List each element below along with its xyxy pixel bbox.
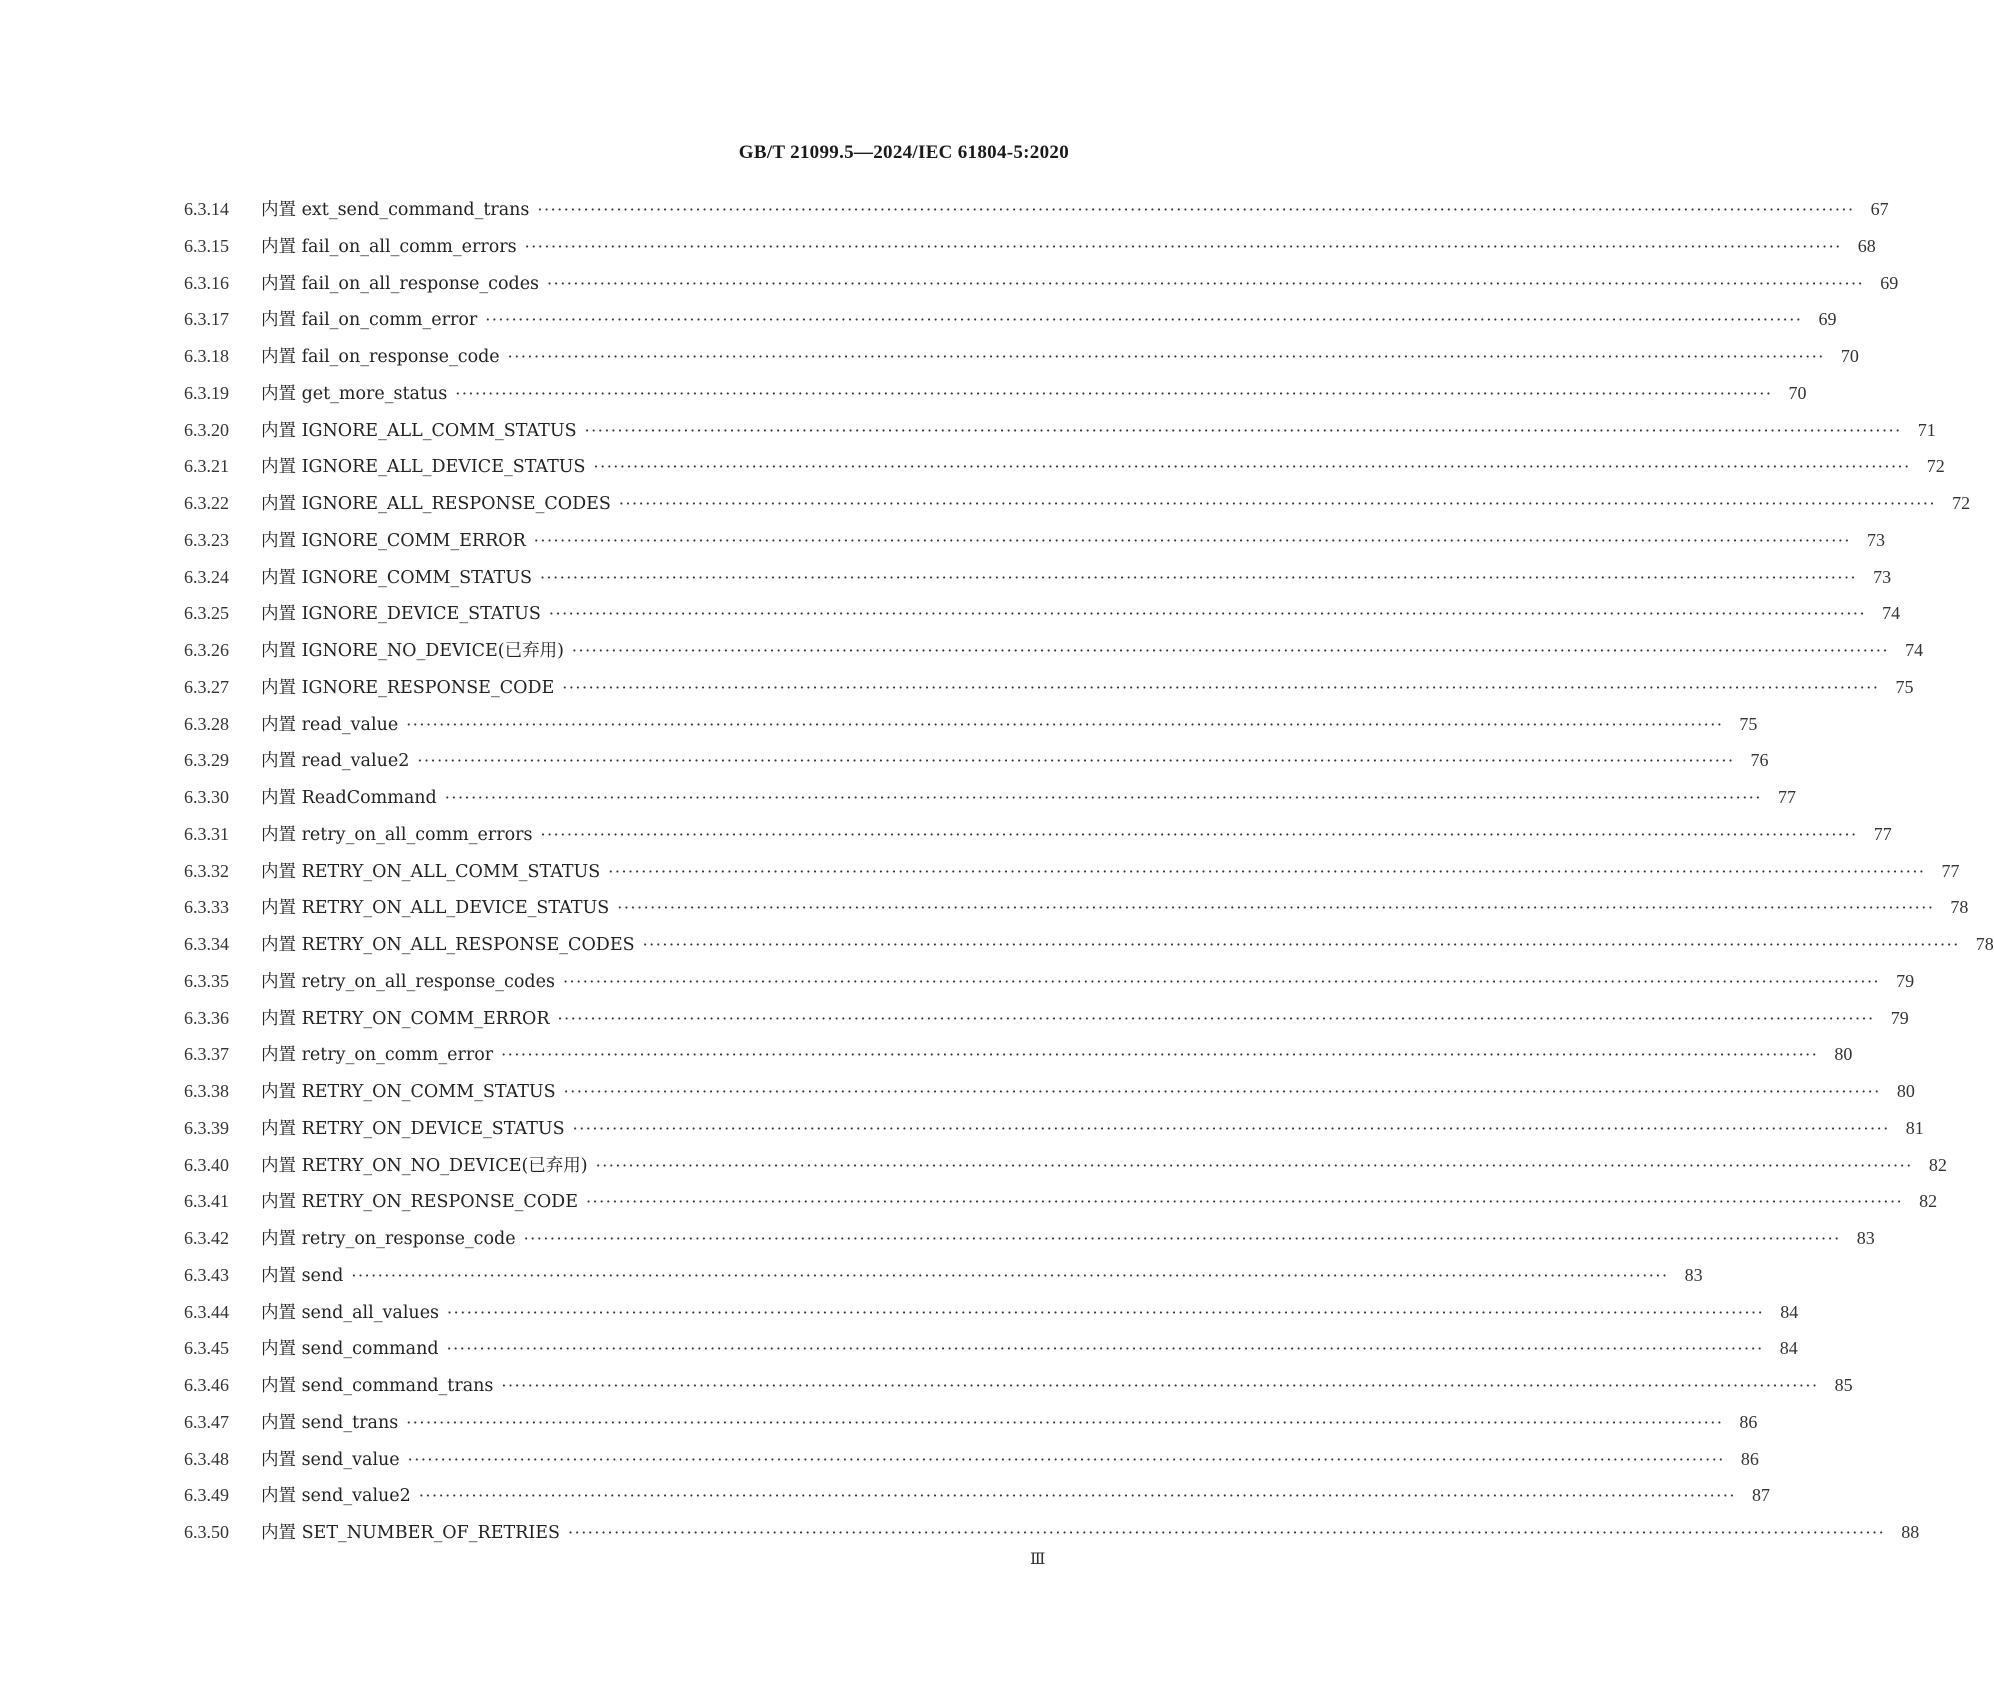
- toc-entry-title: 内置 IGNORE_COMM_STATUS: [261, 567, 532, 588]
- toc-leader-dots: ········································································································································································································: [557, 1008, 1875, 1028]
- toc-entry[interactable]: [184, 559, 1892, 596]
- toc-entry-number: 6.3.42: [184, 1228, 229, 1248]
- toc-entry-number: 6.3.23: [184, 529, 229, 550]
- toc-entry[interactable]: [184, 1330, 1798, 1367]
- toc-entry-number: 6.3.14: [184, 199, 229, 219]
- table-of-contents: [184, 191, 1994, 1551]
- toc-leader-dots: ········································································································································································································: [501, 1045, 1819, 1065]
- toc-entry-number: 6.3.47: [184, 1411, 229, 1432]
- toc-entry-title: 内置 read_value: [261, 714, 399, 735]
- toc-entry-number: 6.3.32: [184, 860, 229, 881]
- toc-leader-dots: ········································································································································································································: [455, 383, 1773, 403]
- toc-leader-dots: ········································································································································································································: [501, 1376, 1819, 1395]
- toc-entry-page: 80: [1834, 1044, 1853, 1065]
- toc-entry-title: 内置 IGNORE_ALL_COMM_STATUS: [261, 420, 577, 441]
- toc-leader-dots: ········································································································································································································: [406, 714, 1724, 734]
- toc-entry-number: 6.3.41: [184, 1191, 229, 1212]
- toc-leader-dots: ········································································································································································································: [584, 420, 1902, 440]
- toc-entry-title: 内置 IGNORE_ALL_DEVICE_STATUS: [261, 457, 586, 478]
- toc-leader-dots: ········································································································································································································: [485, 310, 1803, 330]
- toc-entry-number: 6.3.34: [184, 934, 229, 954]
- toc-entry-number: 6.3.50: [184, 1522, 229, 1542]
- toc-entry[interactable]: [184, 338, 1859, 375]
- toc-entry-page: 76: [1750, 750, 1769, 771]
- toc-entry-page: 84: [1780, 1301, 1799, 1322]
- toc-entry-number: 6.3.39: [184, 1117, 229, 1138]
- toc-leader-dots: ········································································································································································································: [417, 751, 1735, 771]
- toc-entry-number: 6.3.19: [184, 382, 229, 403]
- toc-leader-dots: ········································································································································································································: [406, 1412, 1724, 1432]
- toc-entry-page: 86: [1739, 1411, 1758, 1432]
- toc-leader-dots: ········································································································································································································: [617, 898, 1935, 918]
- toc-leader-dots: ········································································································································································································: [562, 971, 1881, 991]
- toc-entry[interactable]: [184, 448, 1945, 485]
- toc-entry-number: 6.3.26: [184, 640, 229, 660]
- toc-entry-page: 73: [1866, 529, 1885, 550]
- standard-number: GB/T 21099.5—2024/IEC 61804-5:2020: [738, 142, 1069, 163]
- toc-entry[interactable]: [184, 816, 1892, 853]
- toc-entry-title: 内置 RETRY_ON_COMM_ERROR: [261, 1008, 550, 1029]
- toc-entry[interactable]: [184, 853, 1960, 890]
- toc-entry-page: 81: [1905, 1117, 1924, 1138]
- toc-entry-page: 78: [1975, 934, 1994, 954]
- toc-entry-number: 6.3.18: [184, 346, 229, 366]
- toc-entry[interactable]: [184, 191, 1889, 228]
- toc-entry-page: 88: [1901, 1522, 1920, 1542]
- toc-entry-page: 79: [1890, 1007, 1909, 1028]
- toc-entry-page: 77: [1873, 823, 1892, 844]
- toc-entry[interactable]: [184, 265, 1899, 302]
- toc-leader-dots: ········································································································································································································: [447, 1302, 1765, 1322]
- toc-entry-page: 75: [1739, 713, 1758, 734]
- toc-entry-number: 6.3.38: [184, 1081, 229, 1101]
- toc-leader-dots: ········································································································································································································: [618, 494, 1937, 513]
- toc-entry[interactable]: [184, 742, 1769, 779]
- toc-entry-title: 内置 retry_on_response_code: [261, 1229, 516, 1249]
- toc-entry[interactable]: [184, 1514, 1920, 1551]
- toc-leader-dots: ········································································································································································································: [351, 1265, 1669, 1285]
- toc-entry-title: 内置 send_command: [261, 1339, 439, 1360]
- toc-leader-dots: ········································································································································································································: [524, 236, 1842, 256]
- toc-leader-dots: ········································································································································································································: [507, 347, 1825, 366]
- toc-entry-title: 内置 send_value2: [261, 1486, 411, 1507]
- toc-entry-title: 内置 ext_send_command_trans: [261, 200, 530, 220]
- toc-entry[interactable]: [184, 706, 1758, 743]
- toc-entry-page: 74: [1882, 603, 1901, 624]
- toc-entry-number: 6.3.44: [184, 1301, 229, 1322]
- toc-leader-dots: ········································································································································································································: [572, 1118, 1890, 1138]
- toc-entry-page: 84: [1779, 1338, 1798, 1359]
- toc-entry-number: 6.3.49: [184, 1485, 229, 1506]
- toc-entry-number: 6.3.15: [184, 235, 229, 256]
- toc-leader-dots: ········································································································································································································: [444, 788, 1762, 807]
- toc-entry-title: 内置 fail_on_all_comm_errors: [261, 236, 517, 257]
- toc-entry[interactable]: [184, 375, 1807, 412]
- toc-entry-title: 内置 RETRY_ON_ALL_DEVICE_STATUS: [261, 898, 610, 919]
- toc-entry-title: 内置 fail_on_response_code: [261, 347, 500, 367]
- toc-entry[interactable]: [184, 1441, 1759, 1478]
- toc-entry-number: 6.3.20: [184, 419, 229, 440]
- toc-entry[interactable]: [184, 228, 1876, 265]
- toc-entry[interactable]: [184, 963, 1915, 1000]
- toc-entry[interactable]: [184, 1367, 1853, 1404]
- page-number: Ⅲ: [1030, 1551, 1046, 1568]
- toc-entry[interactable]: [184, 1110, 1924, 1147]
- toc-leader-dots: ········································································································································································································: [540, 824, 1858, 844]
- toc-entry-page: 83: [1856, 1228, 1875, 1248]
- toc-leader-dots: ········································································································································································································: [446, 1339, 1764, 1359]
- toc-entry-title: 内置 send: [261, 1265, 344, 1286]
- toc-entry-number: 6.3.35: [184, 970, 229, 991]
- toc-entry[interactable]: [184, 1183, 1938, 1220]
- toc-leader-dots: ········································································································································································································: [547, 273, 1865, 293]
- toc-leader-dots: ········································································································································································································: [523, 1229, 1841, 1248]
- toc-entry-title: 内置 RETRY_ON_NO_DEVICE(已弃用): [261, 1155, 588, 1176]
- toc-entry-page: 79: [1896, 970, 1915, 991]
- toc-entry-page: 73: [1873, 566, 1892, 587]
- toc-entry[interactable]: [184, 1220, 1875, 1257]
- toc-entry-page: 69: [1818, 309, 1837, 330]
- toc-entry-number: 6.3.45: [184, 1338, 229, 1359]
- toc-entry-page: 78: [1950, 897, 1969, 918]
- toc-entry-title: 内置 retry_on_all_comm_errors: [261, 824, 533, 845]
- toc-entry-title: 内置 send_trans: [261, 1412, 399, 1433]
- toc-entry-title: 内置 retry_on_all_response_codes: [261, 971, 555, 992]
- toc-entry[interactable]: [184, 595, 1901, 632]
- toc-entry-title: 内置 send_all_values: [261, 1302, 440, 1323]
- toc-entry-page: 87: [1752, 1485, 1770, 1506]
- toc-leader-dots: ········································································································································································································: [571, 641, 1890, 660]
- toc-entry-page: 69: [1880, 272, 1899, 293]
- document-header: [739, 142, 1069, 164]
- toc-leader-dots: ········································································································································································································: [593, 457, 1911, 477]
- toc-entry-number: 6.3.31: [184, 823, 229, 844]
- toc-entry[interactable]: [184, 412, 1936, 449]
- toc-entry[interactable]: [184, 522, 1885, 559]
- toc-entry[interactable]: [184, 926, 1994, 963]
- toc-entry-number: 6.3.22: [184, 493, 229, 513]
- toc-entry-page: 70: [1788, 382, 1807, 403]
- toc-entry[interactable]: [184, 669, 1914, 706]
- toc-entry-page: 86: [1740, 1448, 1759, 1469]
- toc-entry-title: 内置 IGNORE_RESPONSE_CODE: [261, 677, 555, 698]
- toc-entry-title: 内置 send_value: [261, 1449, 400, 1470]
- toc-entry-number: 6.3.37: [184, 1044, 229, 1065]
- toc-entry-title: 内置 read_value2: [261, 751, 410, 772]
- toc-entry-page: 85: [1834, 1375, 1853, 1395]
- toc-entry-page: 72: [1952, 493, 1971, 513]
- toc-entry-title: 内置 fail_on_comm_error: [261, 310, 478, 331]
- toc-entry[interactable]: [184, 1404, 1758, 1441]
- toc-entry[interactable]: [184, 301, 1837, 338]
- toc-entry[interactable]: [184, 632, 1924, 669]
- toc-entry-number: 6.3.36: [184, 1007, 229, 1028]
- toc-entry-number: 6.3.43: [184, 1264, 229, 1285]
- toc-entry-title: 内置 RETRY_ON_COMM_STATUS: [261, 1082, 556, 1102]
- toc-entry[interactable]: [184, 889, 1969, 926]
- toc-entry[interactable]: [184, 1147, 1947, 1184]
- toc-leader-dots: ········································································································································································································: [407, 1449, 1725, 1469]
- toc-entry[interactable]: [184, 779, 1796, 816]
- toc-entry[interactable]: [184, 1000, 1909, 1037]
- toc-entry-title: 内置 RETRY_ON_ALL_RESPONSE_CODES: [261, 935, 635, 955]
- toc-entry-page: 68: [1857, 235, 1876, 256]
- toc-entry-number: 6.3.33: [184, 897, 229, 918]
- toc-leader-dots: ········································································································································································································: [568, 1523, 1886, 1542]
- toc-leader-dots: ········································································································································································································: [537, 200, 1855, 219]
- toc-entry-page: 82: [1928, 1154, 1947, 1175]
- toc-entry-number: 6.3.48: [184, 1448, 229, 1469]
- toc-entry-page: 83: [1684, 1264, 1703, 1285]
- toc-entry[interactable]: [184, 485, 1971, 522]
- toc-leader-dots: ········································································································································································································: [539, 567, 1858, 587]
- toc-entry-page: 67: [1870, 199, 1889, 219]
- toc-entry-title: 内置 get_more_status: [261, 383, 448, 404]
- toc-leader-dots: ········································································································································································································: [595, 1155, 1913, 1175]
- toc-entry-page: 70: [1840, 346, 1859, 366]
- toc-entry-number: 6.3.16: [184, 272, 229, 293]
- toc-entry-page: 77: [1941, 860, 1960, 881]
- toc-entry-title: 内置 IGNORE_COMM_ERROR: [261, 530, 526, 551]
- toc-entry[interactable]: [184, 1036, 1853, 1073]
- toc-leader-dots: ········································································································································································································: [533, 530, 1851, 550]
- toc-entry-number: 6.3.24: [184, 566, 229, 587]
- toc-entry[interactable]: [184, 1294, 1799, 1331]
- toc-leader-dots: ········································································································································································································: [418, 1486, 1736, 1506]
- toc-leader-dots: ········································································································································································································: [548, 604, 1867, 624]
- toc-leader-dots: ········································································································································································································: [562, 677, 1880, 697]
- toc-entry-title: 内置 IGNORE_NO_DEVICE(已弃用): [261, 641, 564, 661]
- toc-entry-title: 内置 IGNORE_ALL_RESPONSE_CODES: [261, 494, 611, 514]
- toc-entry-page: 72: [1926, 456, 1945, 477]
- toc-leader-dots: ········································································································································································································: [585, 1192, 1904, 1212]
- toc-entry[interactable]: [184, 1073, 1915, 1110]
- toc-entry-page: 77: [1777, 787, 1796, 807]
- toc-entry-number: 6.3.46: [184, 1375, 229, 1395]
- toc-entry[interactable]: [184, 1477, 1770, 1514]
- toc-entry-title: 内置 IGNORE_DEVICE_STATUS: [261, 604, 541, 625]
- toc-entry-title: 内置 RETRY_ON_DEVICE_STATUS: [261, 1118, 565, 1139]
- toc-leader-dots: ········································································································································································································: [563, 1082, 1881, 1101]
- toc-entry-page: 82: [1919, 1191, 1938, 1212]
- toc-leader-dots: ········································································································································································································: [608, 861, 1926, 881]
- toc-entry-title: 内置 SET_NUMBER_OF_RETRIES: [261, 1523, 561, 1543]
- toc-entry-title: 内置 ReadCommand: [261, 788, 437, 808]
- toc-entry-page: 80: [1896, 1081, 1915, 1101]
- toc-entry-number: 6.3.27: [184, 676, 229, 697]
- toc-leader-dots: ········································································································································································································: [642, 935, 1960, 954]
- toc-entry-title: 内置 fail_on_all_response_codes: [261, 273, 540, 294]
- toc-entry-number: 6.3.21: [184, 456, 229, 477]
- toc-entry-number: 6.3.40: [184, 1154, 229, 1175]
- toc-entry-number: 6.3.17: [184, 309, 229, 330]
- toc-entry-page: 71: [1917, 419, 1936, 440]
- toc-entry-page: 75: [1895, 676, 1914, 697]
- toc-entry-title: 内置 send_command_trans: [261, 1376, 494, 1396]
- toc-entry-number: 6.3.30: [184, 787, 229, 807]
- toc-entry-number: 6.3.28: [184, 713, 229, 734]
- toc-entry[interactable]: [184, 1257, 1703, 1294]
- toc-entry-title: 内置 RETRY_ON_ALL_COMM_STATUS: [261, 861, 601, 882]
- toc-entry-title: 内置 RETRY_ON_RESPONSE_CODE: [261, 1192, 578, 1213]
- toc-entry-page: 74: [1905, 640, 1924, 660]
- toc-entry-number: 6.3.29: [184, 750, 229, 771]
- toc-entry-number: 6.3.25: [184, 603, 229, 624]
- toc-entry-title: 内置 retry_on_comm_error: [261, 1045, 494, 1066]
